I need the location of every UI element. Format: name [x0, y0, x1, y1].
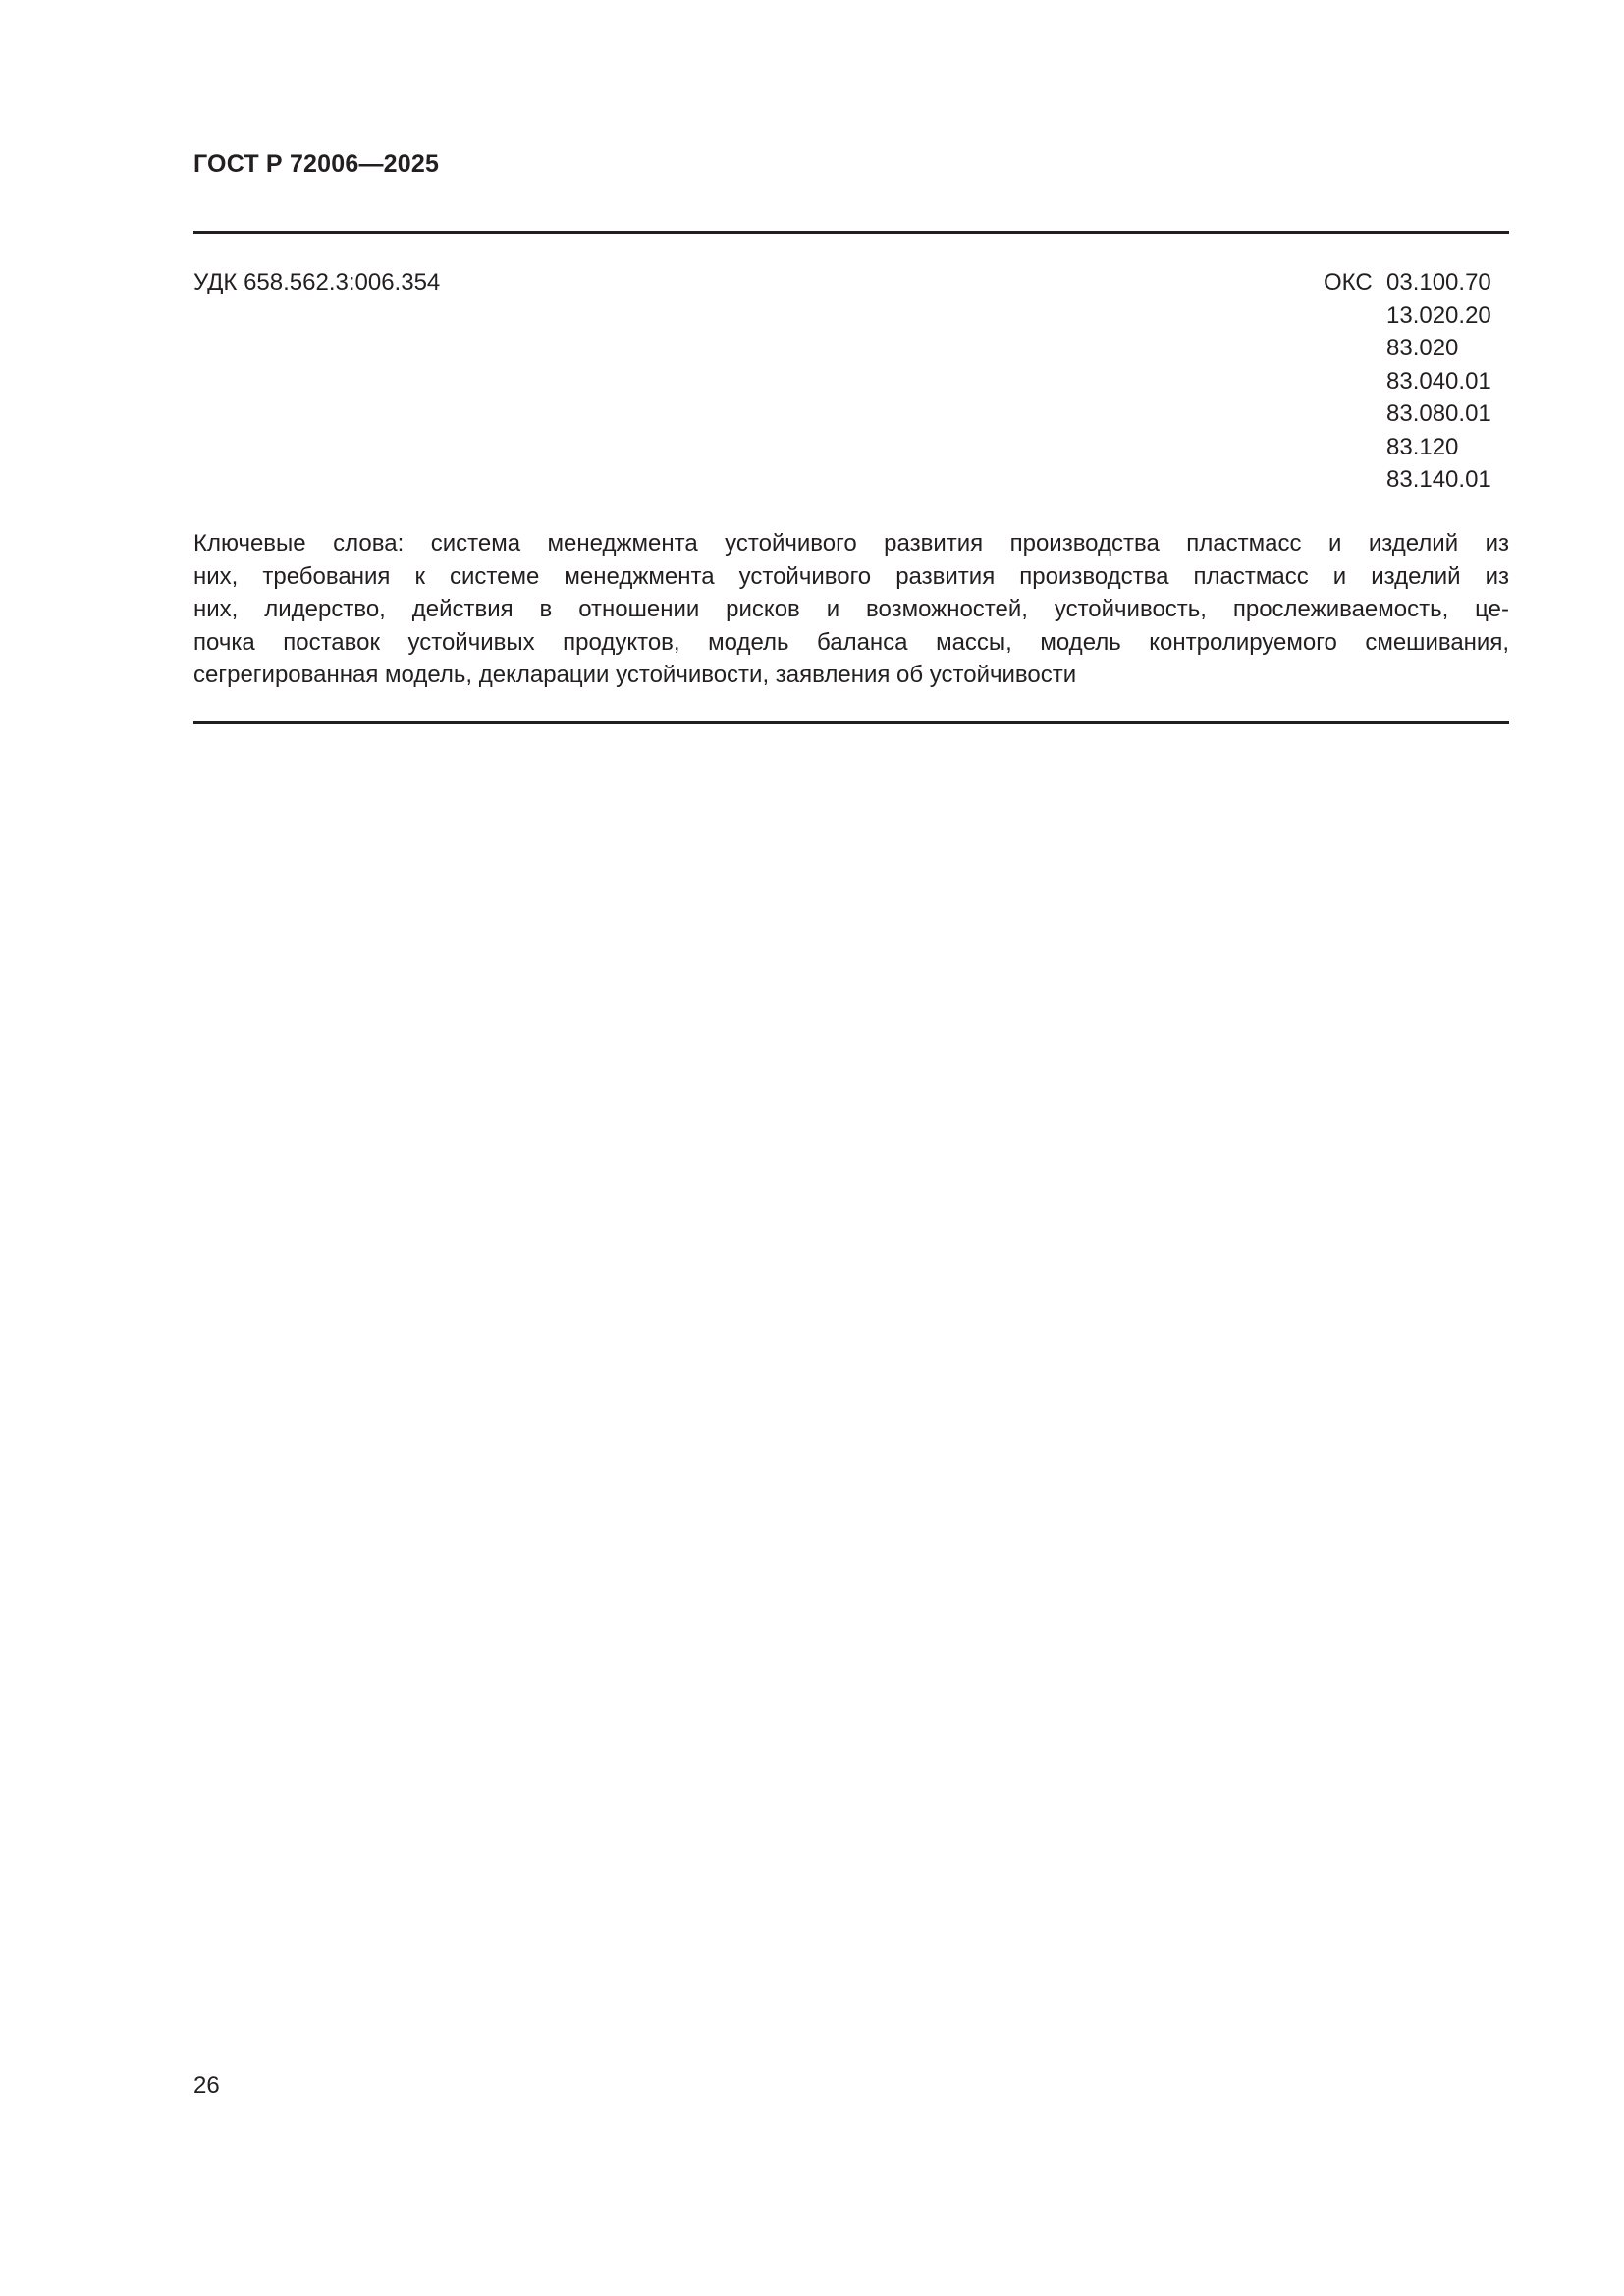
top-divider	[193, 231, 1509, 234]
oks-label: ОКС	[1324, 269, 1373, 295]
keywords-paragraph	[193, 527, 1509, 692]
document-standard-title: ГОСТ Р 72006—2025	[193, 150, 440, 178]
oks-code: 03.100.70	[1386, 269, 1491, 295]
oks-code: 83.080.01	[1386, 400, 1491, 427]
oks-code: 83.140.01	[1386, 466, 1491, 493]
oks-code: 83.120	[1386, 433, 1459, 460]
oks-code-list	[1386, 266, 1491, 497]
keywords-line: них, лидерство, действия в отношении рисков и возможностей, устойчивость, прослеживаемость, це-	[193, 596, 1509, 623]
oks-code: 13.020.20	[1386, 301, 1491, 329]
bottom-divider	[193, 721, 1509, 724]
keywords-line: сегрегированная модель, декларации устойчивости, заявления об устойчивости	[193, 662, 1077, 689]
page-number: 26	[193, 2072, 220, 2099]
oks-code: 83.020	[1386, 335, 1459, 361]
oks-codes-block	[1324, 266, 1491, 497]
udk-code: УДК 658.562.3:006.354	[193, 269, 441, 295]
keywords-line: Ключевые слова: система менеджмента устойчивого развития производства пластмасс и изделий из	[193, 530, 1509, 557]
keywords-line: них, требования к системе менеджмента устойчивого развития производства пластмасс и изделий из	[193, 562, 1509, 590]
oks-code: 83.040.01	[1386, 367, 1491, 395]
keywords-line: почка поставок устойчивых продуктов, модель баланса массы, модель контролируемого смешивания,	[193, 628, 1509, 656]
